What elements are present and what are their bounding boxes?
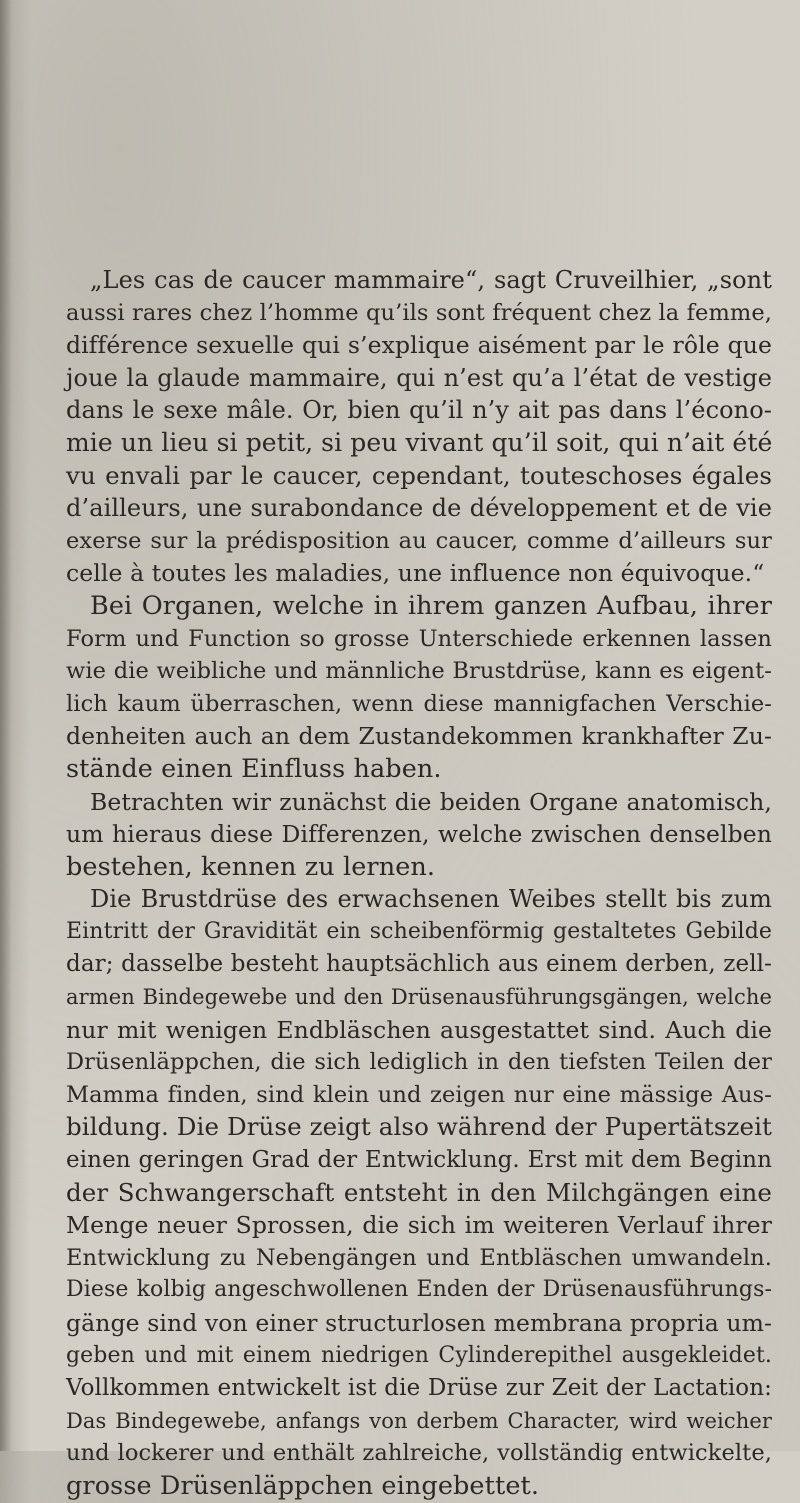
body-text [66, 264, 772, 1503]
text-line: bestehen, kennen zu lernen. [66, 851, 436, 882]
text-line: Menge neuer Sprossen, die sich im weiteren Verlauf ihrer [66, 1211, 772, 1240]
text-line: Entwicklung zu Nebengängen und Entbläschen umwandeln. [66, 1244, 772, 1271]
text-line: stände einen Einfluss haben. [66, 753, 442, 784]
text-line: Betrachten wir zunächst die beiden Organe anatomisch, [90, 787, 772, 816]
text-line: armen Bindegewebe und den Drüsenausführungsgängen, welche [66, 985, 772, 1010]
text-line: celle à toutes les maladies, une influence non équivoque.“ [66, 559, 765, 588]
text-line: grosse Drüsenläppchen eingebettet. [66, 1470, 540, 1501]
text-line: Drüsenläppchen, die sich lediglich in den tiefsten Teilen der [66, 1049, 772, 1076]
text-line: mie un lieu si petit, si peu vivant qu’il soit, qui n’ait été [66, 427, 773, 457]
text-line: bildung. Die Drüse zeigt also während der Pupertätszeit [66, 1112, 772, 1142]
text-line: der Schwangerschaft entsteht in den Milchgängen eine [66, 1177, 772, 1207]
text-line: und lockerer und enthält zahlreiche, vollständig entwickelte, [66, 1440, 772, 1467]
text-line: Eintritt der Gravidität ein scheibenförmig gestaltetes Gebilde [66, 918, 772, 944]
text-line: wie die weibliche und männliche Brustdrüse, kann es eigent- [66, 658, 772, 685]
text-line: „Les cas de caucer mammaire“, sagt Cruveilhier, „sont [90, 266, 772, 294]
text-line: einen geringen Grad der Entwicklung. Erst mit dem Beginn [66, 1147, 772, 1174]
text-line: Diese kolbig angeschwollenen Enden der Drüsenausführungs- [66, 1277, 772, 1303]
text-line: différence sexuelle qui s’explique aisément par le rôle que [66, 331, 772, 360]
text-line: geben und mit einem niedrigen Cylinderepithel ausgekleidet. [66, 1342, 772, 1368]
page-edge-shadow [0, 0, 12, 1451]
text-line: dans le sexe mâle. Or, bien qu’il n’y ait pas dans l’écono- [66, 396, 772, 425]
text-line: aussi rares chez l’homme qu’ils sont fréquent chez la femme, [66, 299, 772, 326]
text-line: nur mit wenigen Endbläschen ausgestattet sind. Auch die [66, 1015, 772, 1044]
text-line: d’ailleurs, une surabondance de développement et de vie [66, 494, 772, 523]
text-line: um hieraus diese Differenzen, welche zwischen denselben [66, 820, 772, 849]
text-line: exerse sur la prédisposition au caucer, comme d’ailleurs sur [66, 527, 772, 554]
text-line: denheiten auch an dem Zustandekommen krankhafter Zu- [66, 722, 772, 751]
text-line: lich kaum überraschen, wenn diese mannigfachen Verschie- [66, 690, 772, 717]
text-line: vu envali par le caucer, cependant, touteschoses égales [66, 460, 772, 490]
text-line: joue la glaude mammaire, qui n’est qu’a l’état de vestige [66, 363, 772, 392]
text-line: Vollkommen entwickelt ist die Drüse zur Zeit der Lactation: [66, 1375, 772, 1402]
text-line: Mamma finden, sind klein und zeigen nur eine mässige Aus- [66, 1081, 772, 1108]
text-line: Das Bindegewebe, anfangs von derbem Character, wird weicher [66, 1408, 772, 1433]
text-line: Form und Function so grosse Unterschiede erkennen lassen [66, 625, 772, 652]
text-line: Die Brustdrüse des erwachsenen Weibes stellt bis zum [90, 885, 772, 914]
text-line: gänge sind von einer structurlosen membrana propria um- [66, 1309, 773, 1337]
text-line: dar; dasselbe besteht hauptsächlich aus einem derben, zell- [66, 951, 772, 978]
text-line: Bei Organen, welche in ihrem ganzen Aufbau, ihrer [90, 590, 772, 621]
